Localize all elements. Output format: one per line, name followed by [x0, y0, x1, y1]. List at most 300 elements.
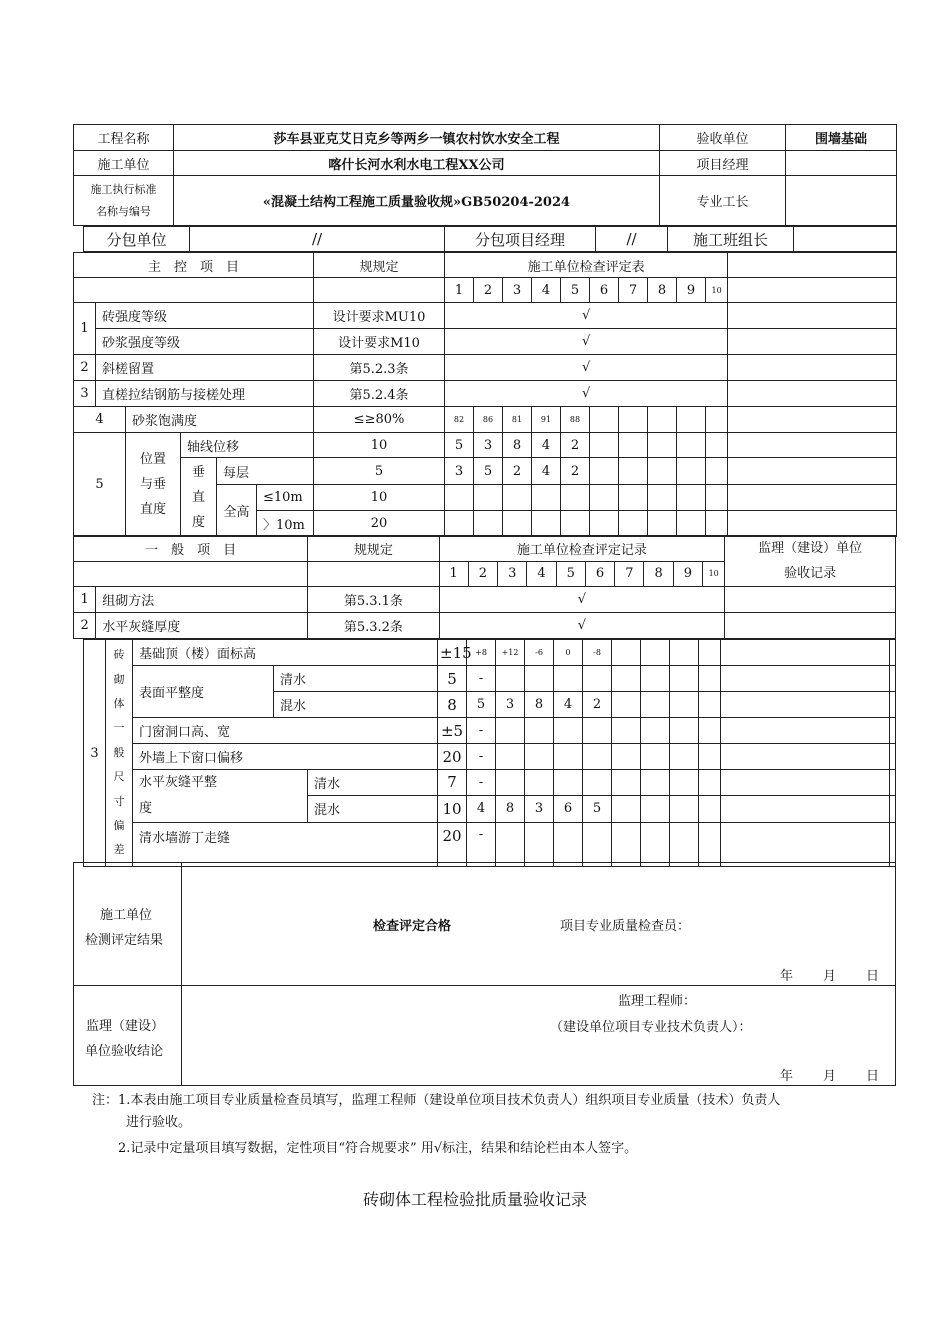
axis-value: 4: [532, 433, 561, 458]
standard-name: «混凝土结构工程施工质量验收规»GB50204-2024: [174, 176, 660, 226]
note-1-continued: 进行验收。: [126, 1115, 192, 1130]
fullness-label: 砂浆饱满度: [126, 407, 314, 433]
hjoint-label-2: 度: [139, 801, 153, 816]
blank-cell: [677, 458, 706, 485]
year-label: 年: [780, 969, 794, 984]
blank-cell: [641, 718, 670, 744]
results-label-1: 施工单位: [100, 908, 153, 923]
position-label-2: 与垂: [139, 477, 166, 492]
mixed-water-label: 混水: [274, 692, 438, 718]
vertical-label-3: 度: [191, 514, 205, 530]
blank-cell: [648, 511, 677, 537]
blank-cell: [890, 795, 896, 822]
project-name: 莎车县亚克艾日克乡等两乡一镇农村饮水安全工程: [174, 125, 660, 151]
blank-cell: [641, 692, 670, 718]
brick-strength-spec: 设计要求MU10: [314, 303, 445, 329]
blank-cell: [641, 640, 670, 666]
per-floor-value: 2: [561, 458, 590, 485]
general-items-table: [73, 535, 896, 639]
blank-cell: [890, 823, 896, 867]
blank-cell: [670, 718, 699, 744]
col-num-8: 8: [644, 561, 673, 587]
blank-cell: [496, 666, 525, 692]
blank-cell: [670, 666, 699, 692]
col-num-1: 1: [439, 561, 468, 587]
wander-label: 清水墙游丁走缝: [133, 823, 438, 867]
construction-unit-label: 施工单位: [74, 151, 174, 176]
blank-cell: [619, 433, 648, 458]
blank-cell: [496, 744, 525, 770]
dash: -: [467, 823, 496, 867]
blank-cell: [612, 744, 641, 770]
blank-cell: [721, 770, 890, 796]
col-num-3: 3: [503, 278, 532, 303]
blank-cell: [670, 744, 699, 770]
deviation-char: 体: [113, 696, 125, 710]
blank-cell: [706, 511, 728, 537]
blank-cell: [670, 692, 699, 718]
blank-cell: [721, 744, 890, 770]
blank-cell: [725, 613, 896, 639]
acceptance-unit: 围墙基础: [786, 125, 897, 151]
dash: -: [467, 770, 496, 796]
door-label: 门窗洞口高、宽: [133, 718, 438, 744]
col-num-5: 5: [556, 561, 585, 587]
blank-cell: [721, 640, 890, 666]
blank-cell: [612, 666, 641, 692]
dash: -: [467, 718, 496, 744]
standard-label-line1: 施工执行标准: [90, 182, 157, 196]
general-spec-label: 规规定: [308, 536, 439, 562]
blank-cell: [561, 511, 590, 537]
deviation-char: 一: [113, 721, 125, 735]
blank-cell: [728, 355, 897, 381]
blank-cell: [699, 692, 721, 718]
blank-cell: [706, 485, 728, 511]
month-label: 月: [823, 1069, 837, 1084]
main-eval-label: 施工单位检查评定表: [445, 253, 728, 278]
blank-cell: [890, 744, 896, 770]
blank-cell: [706, 458, 728, 485]
check-mark: √: [445, 329, 728, 355]
position-label: [126, 433, 181, 537]
deviation-char: 尺: [113, 770, 125, 784]
mixed-value: 2: [583, 692, 612, 718]
subcontract-table: [83, 226, 897, 252]
blank-cell: [583, 718, 612, 744]
clear-water-spec: 5: [438, 666, 467, 692]
fullness-value: 86: [474, 407, 503, 433]
col-num-1: 1: [445, 278, 474, 303]
blank-cell: [612, 823, 641, 867]
joint-label: 水平灰缝厚度: [96, 613, 308, 639]
supervisor-conclusion-label-1: 监理（建设）: [86, 1019, 165, 1034]
mixed-value: 4: [554, 692, 583, 718]
vertical-label: [181, 458, 217, 537]
oblique-label: 斜槎留置: [96, 355, 314, 381]
deviation-char: 般: [113, 745, 125, 759]
blank-cell: [706, 407, 728, 433]
row-number: 2: [74, 355, 96, 381]
position-label-3: 直度: [139, 502, 166, 517]
main-spec-label: 规规定: [314, 253, 445, 278]
deviation-char: 砌: [113, 672, 125, 686]
blank-cell: [641, 666, 670, 692]
subcontractor-value: //: [190, 227, 445, 252]
straight-spec: 第5.2.4条: [314, 381, 445, 407]
project-manager-label: 项目经理: [660, 151, 786, 176]
blank-cell: [619, 485, 648, 511]
col-num-2: 2: [474, 278, 503, 303]
dash: -: [467, 666, 496, 692]
blank-cell: [74, 561, 308, 587]
blank-cell: [677, 511, 706, 537]
per-floor-value: 2: [503, 458, 532, 485]
top-elevation-value: -6: [525, 640, 554, 666]
blank-cell: [648, 407, 677, 433]
engineer-label: 监理工程师：: [618, 994, 697, 1009]
engineer-label-2: （建设单位项目专业技术负责人）：: [550, 1020, 752, 1035]
blank-cell: [612, 770, 641, 796]
document-title: 砖砌体工程检验批质量验收记录: [362, 1190, 587, 1209]
col-num-6: 6: [585, 561, 614, 587]
top-elevation-value: +12: [496, 640, 525, 666]
hjoint-label-1: 水平灰缝平整: [139, 775, 218, 790]
blank-cell: [648, 433, 677, 458]
blank-cell: [699, 795, 721, 822]
main-control-table: [73, 252, 897, 537]
clear-water-label: 清水: [308, 770, 438, 796]
supervisor-label-box: [73, 985, 182, 1086]
blank-cell: [525, 718, 554, 744]
blank-cell: [677, 485, 706, 511]
acceptance-unit-label: 验收单位: [660, 125, 786, 151]
blank-cell: [728, 458, 897, 485]
blank-cell: [641, 770, 670, 796]
blank-cell: [590, 407, 619, 433]
row-number: 4: [74, 407, 126, 433]
hjoint-value: 6: [554, 795, 583, 822]
check-mark: √: [439, 587, 725, 613]
blank-cell: [721, 795, 890, 822]
blank-cell: [890, 770, 896, 796]
blank-cell: [728, 278, 897, 303]
sub-pm-value: //: [596, 227, 668, 252]
blank-cell: [641, 823, 670, 867]
project-name-label: 工程名称: [74, 125, 174, 151]
joint-spec: 第5.3.2条: [308, 613, 439, 639]
blank-cell: [554, 718, 583, 744]
header-table: [73, 124, 897, 226]
blank-cell: [503, 511, 532, 537]
fullness-value: 82: [445, 407, 474, 433]
row-number: 2: [74, 613, 96, 639]
mortar-strength-spec: 设计要求M10: [314, 329, 445, 355]
top-elevation-value: +8: [467, 640, 496, 666]
hjoint-mixed-spec: 10: [438, 795, 467, 822]
general-eval-label: 施工单位检查评定记录: [439, 536, 725, 562]
per-floor-value: 3: [445, 458, 474, 485]
blank-cell: [583, 744, 612, 770]
top-elevation-label: 基础顶（楼）面标高: [133, 640, 438, 666]
year-label: 年: [780, 1069, 794, 1084]
blank-cell: [561, 485, 590, 511]
blank-cell: [525, 666, 554, 692]
day-label: 日: [866, 1069, 880, 1084]
hjoint-value: 4: [467, 795, 496, 822]
blank-cell: [554, 744, 583, 770]
blank-cell: [590, 433, 619, 458]
blank-cell: [612, 718, 641, 744]
blank-cell: [554, 770, 583, 796]
row-number: 3: [84, 640, 106, 867]
per-floor-value: 4: [532, 458, 561, 485]
team-leader-value: [794, 227, 897, 252]
fullness-value: 88: [561, 407, 590, 433]
vertical-label-2: 直: [191, 489, 205, 505]
blank-cell: [445, 485, 474, 511]
blank-cell: [699, 718, 721, 744]
standard-label: [74, 176, 174, 226]
deviation-char: 寸: [113, 794, 125, 808]
flatness-label: 表面平整度: [133, 666, 274, 718]
blank-cell: [619, 511, 648, 537]
blank-cell: [721, 823, 890, 867]
blank-cell: [641, 795, 670, 822]
gt10-spec: 20: [314, 511, 445, 537]
blank-cell: [590, 511, 619, 537]
fullness-value: 81: [503, 407, 532, 433]
method-label: 组砌方法: [96, 587, 308, 613]
vertical-label-1: 垂: [191, 464, 205, 480]
blank-cell: [890, 640, 896, 666]
blank-cell: [612, 640, 641, 666]
horizontal-joint-label: [133, 770, 308, 823]
method-spec: 第5.3.1条: [308, 587, 439, 613]
mortar-strength-label: 砂浆强度等级: [96, 329, 314, 355]
mixed-value: 3: [496, 692, 525, 718]
mixed-water-label: 混水: [308, 795, 438, 822]
team-leader-label: 施工班组长: [668, 227, 794, 252]
blank-cell: [590, 458, 619, 485]
blank-cell: [648, 458, 677, 485]
blank-cell: [699, 666, 721, 692]
deviation-vertical-label: [106, 640, 133, 867]
notes: [92, 1090, 892, 1160]
check-mark: √: [445, 381, 728, 407]
per-floor-value: 5: [474, 458, 503, 485]
fullness-spec: ≤≥80%: [314, 407, 445, 433]
blank-cell: [890, 718, 896, 744]
blank-cell: [728, 407, 897, 433]
mixed-value: 5: [467, 692, 496, 718]
blank-cell: [619, 407, 648, 433]
wander-spec: 20: [438, 823, 467, 867]
col-num-7: 7: [619, 278, 648, 303]
straight-label: 直槎拉结钢筋与接槎处理: [96, 381, 314, 407]
check-mark: √: [445, 355, 728, 381]
blank-cell: [890, 666, 896, 692]
day-label: 日: [866, 969, 880, 984]
window-label: 外墙上下窗口偏移: [133, 744, 438, 770]
oblique-spec: 第5.2.3条: [314, 355, 445, 381]
top-elevation-spec: ±15: [438, 640, 467, 666]
foreman-value: [786, 176, 897, 226]
standard-label-line2: 名称与编号: [96, 204, 151, 218]
blank-cell: [699, 744, 721, 770]
door-spec: ±5: [438, 718, 467, 744]
results-verdict: 检查评定合格: [373, 919, 452, 934]
blank-cell: [706, 433, 728, 458]
col-num-8: 8: [648, 278, 677, 303]
deviation-char: 砖: [113, 648, 125, 662]
supervisor-record-label: [725, 536, 896, 587]
blank-cell: [648, 485, 677, 511]
results-label-2: 检测评定结果: [85, 933, 164, 948]
dash: -: [467, 744, 496, 770]
check-mark: √: [445, 303, 728, 329]
blank-cell: [721, 718, 890, 744]
row-number: 1: [74, 587, 96, 613]
blank-cell: [677, 433, 706, 458]
blank-cell: [699, 640, 721, 666]
axis-label: 轴线位移: [181, 433, 314, 458]
window-spec: 20: [438, 744, 467, 770]
inspector-label: 项目专业质量检查员：: [560, 919, 691, 934]
blank-cell: [728, 511, 897, 537]
blank-cell: [641, 744, 670, 770]
mixed-value: 8: [525, 692, 554, 718]
supervisor-conclusion-label-2: 单位验收结论: [85, 1044, 164, 1059]
hjoint-value: 3: [525, 795, 554, 822]
sub-pm-label: 分包项目经理: [445, 227, 596, 252]
gt10-label: 〉10m: [257, 511, 314, 537]
blank-cell: [612, 795, 641, 822]
blank-cell: [721, 692, 890, 718]
blank-cell: [677, 407, 706, 433]
hjoint-clear-spec: 7: [438, 770, 467, 796]
mixed-water-spec: 8: [438, 692, 467, 718]
subcontractor-label: 分包单位: [84, 227, 190, 252]
blank-cell: [554, 823, 583, 867]
le10-spec: 10: [314, 485, 445, 511]
axis-spec: 10: [314, 433, 445, 458]
construction-unit: 喀什长河水利水电工程XX公司: [174, 151, 660, 176]
axis-value: 5: [445, 433, 474, 458]
blank-cell: [314, 278, 445, 303]
deviation-char: 差: [113, 843, 125, 857]
col-num-9: 9: [677, 278, 706, 303]
col-num-4: 4: [532, 278, 561, 303]
deviation-table: [83, 639, 896, 867]
blank-cell: [670, 640, 699, 666]
axis-value: 2: [561, 433, 590, 458]
blank-cell: [890, 692, 896, 718]
blank-cell: [503, 485, 532, 511]
blank-cell: [699, 770, 721, 796]
blank-cell: [583, 823, 612, 867]
blank-cell: [474, 485, 503, 511]
blank-cell: [525, 823, 554, 867]
note-1: 注：1.本表由施工项目专业质量检查员填写，监理工程师（建设单位项目技术负责人）组织项目专业质量（技术）负责人: [92, 1093, 781, 1108]
brick-strength-label: 砖强度等级: [96, 303, 314, 329]
blank-cell: [583, 770, 612, 796]
blank-cell: [308, 561, 439, 587]
blank-cell: [496, 770, 525, 796]
blank-cell: [728, 433, 897, 458]
deviation-char: 偏: [113, 819, 125, 833]
general-section-label: 一 般 项 目: [74, 536, 308, 562]
blank-cell: [532, 511, 561, 537]
row-number: 1: [74, 303, 96, 355]
check-mark: √: [439, 613, 725, 639]
hjoint-value: 8: [496, 795, 525, 822]
month-label: 月: [823, 969, 837, 984]
top-elevation-value: -8: [583, 640, 612, 666]
blank-cell: [496, 823, 525, 867]
foreman-label: 专业工长: [660, 176, 786, 226]
main-section-label: 主 控 项 目: [74, 253, 314, 278]
col-num-6: 6: [590, 278, 619, 303]
blank-cell: [474, 511, 503, 537]
blank-cell: [532, 485, 561, 511]
clear-water-label: 清水: [274, 666, 438, 692]
col-num-10: 10: [703, 561, 725, 587]
blank-cell: [728, 303, 897, 329]
per-floor-spec: 5: [314, 458, 445, 485]
row-number: 3: [74, 381, 96, 407]
hjoint-value: 5: [583, 795, 612, 822]
col-num-7: 7: [615, 561, 644, 587]
blank-cell: [721, 666, 890, 692]
supervisor-label-2: 验收记录: [784, 566, 837, 581]
blank-cell: [670, 795, 699, 822]
blank-cell: [554, 666, 583, 692]
blank-cell: [670, 823, 699, 867]
axis-value: 3: [474, 433, 503, 458]
blank-cell: [445, 511, 474, 537]
col-num-2: 2: [468, 561, 497, 587]
position-label-1: 位置: [139, 452, 166, 467]
blank-cell: [590, 485, 619, 511]
blank-cell: [699, 823, 721, 867]
col-num-10: 10: [706, 278, 728, 303]
blank-cell: [74, 278, 314, 303]
blank-cell: [725, 587, 896, 613]
blank-cell: [525, 770, 554, 796]
blank-cell: [525, 744, 554, 770]
col-num-9: 9: [673, 561, 702, 587]
col-num-4: 4: [527, 561, 556, 587]
results-label-box: [73, 862, 182, 986]
col-num-5: 5: [561, 278, 590, 303]
fullness-value: 91: [532, 407, 561, 433]
col-num-3: 3: [498, 561, 527, 587]
blank-cell: [670, 770, 699, 796]
full-height-label: 全高: [217, 485, 257, 537]
project-manager-value: [786, 151, 897, 176]
blank-cell: [728, 381, 897, 407]
blank-cell: [728, 485, 897, 511]
blank-cell: [583, 666, 612, 692]
blank-cell: [612, 692, 641, 718]
note-2: 2.记录中定量项目填写数据，定性项目“符合规要求” 用√标注，结果和结论栏由本人签字。: [118, 1141, 638, 1156]
blank-cell: [728, 329, 897, 355]
main-supervisor-cell: [728, 253, 897, 278]
le10-label: ≤10m: [257, 485, 314, 511]
blank-cell: [496, 718, 525, 744]
axis-value: 8: [503, 433, 532, 458]
